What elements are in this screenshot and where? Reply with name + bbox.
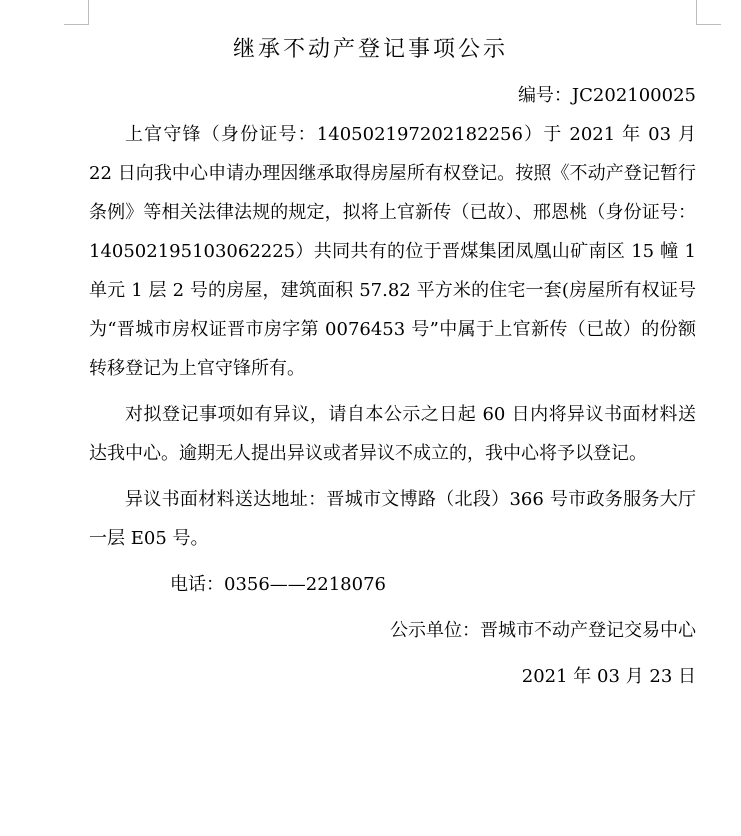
paragraph-application: 上官守锋（身份证号：140502197202182256）于 2021 年 03 月 22 日向我中心申请办理因继承取得房屋所有权登记。按照《不动产登记暂行条例》等相关法律法规的规定，拟将上官新传（已故）、邢恩桃（身份证号：140502195103062225）共同共有的位于晋煤集团凤凰山矿南区 15 幢 1 单元 1 层 2 号的房屋，建筑面积 57.82 平方米的住宅一套(房屋所有权证号为“晋城市房权证晋市房字第 0076453 号”中属于上官新传（已故）的份额转移登记为上官守锋所有。 bbox=[89, 124, 696, 379]
page-corner-mark-left bbox=[64, 0, 89, 25]
issuer-line: 公示单位：晋城市不动产登记交易中心 bbox=[390, 620, 696, 641]
paragraph-address: 异议书面材料送达地址：晋城市文博路（北段）366 号市政务服务大厅一层 E05 号。 bbox=[89, 489, 696, 549]
date-line: 2021 年 03 月 23 日 bbox=[521, 666, 696, 687]
serial-number: 编号：JC202100025 bbox=[517, 85, 696, 106]
page-corner-mark-right bbox=[696, 0, 721, 25]
paragraph-objection: 对拟登记事项如有异议，请自本公示之日起 60 日内将异议书面材料送达我中心。逾期无人提出异议或者异议不成立的，我中心将予以登记。 bbox=[89, 404, 696, 464]
document-body bbox=[89, 76, 696, 696]
document-title: 继承不动产登记事项公示 bbox=[232, 37, 508, 62]
phone-line: 电话：0356——2218076 bbox=[170, 574, 386, 595]
